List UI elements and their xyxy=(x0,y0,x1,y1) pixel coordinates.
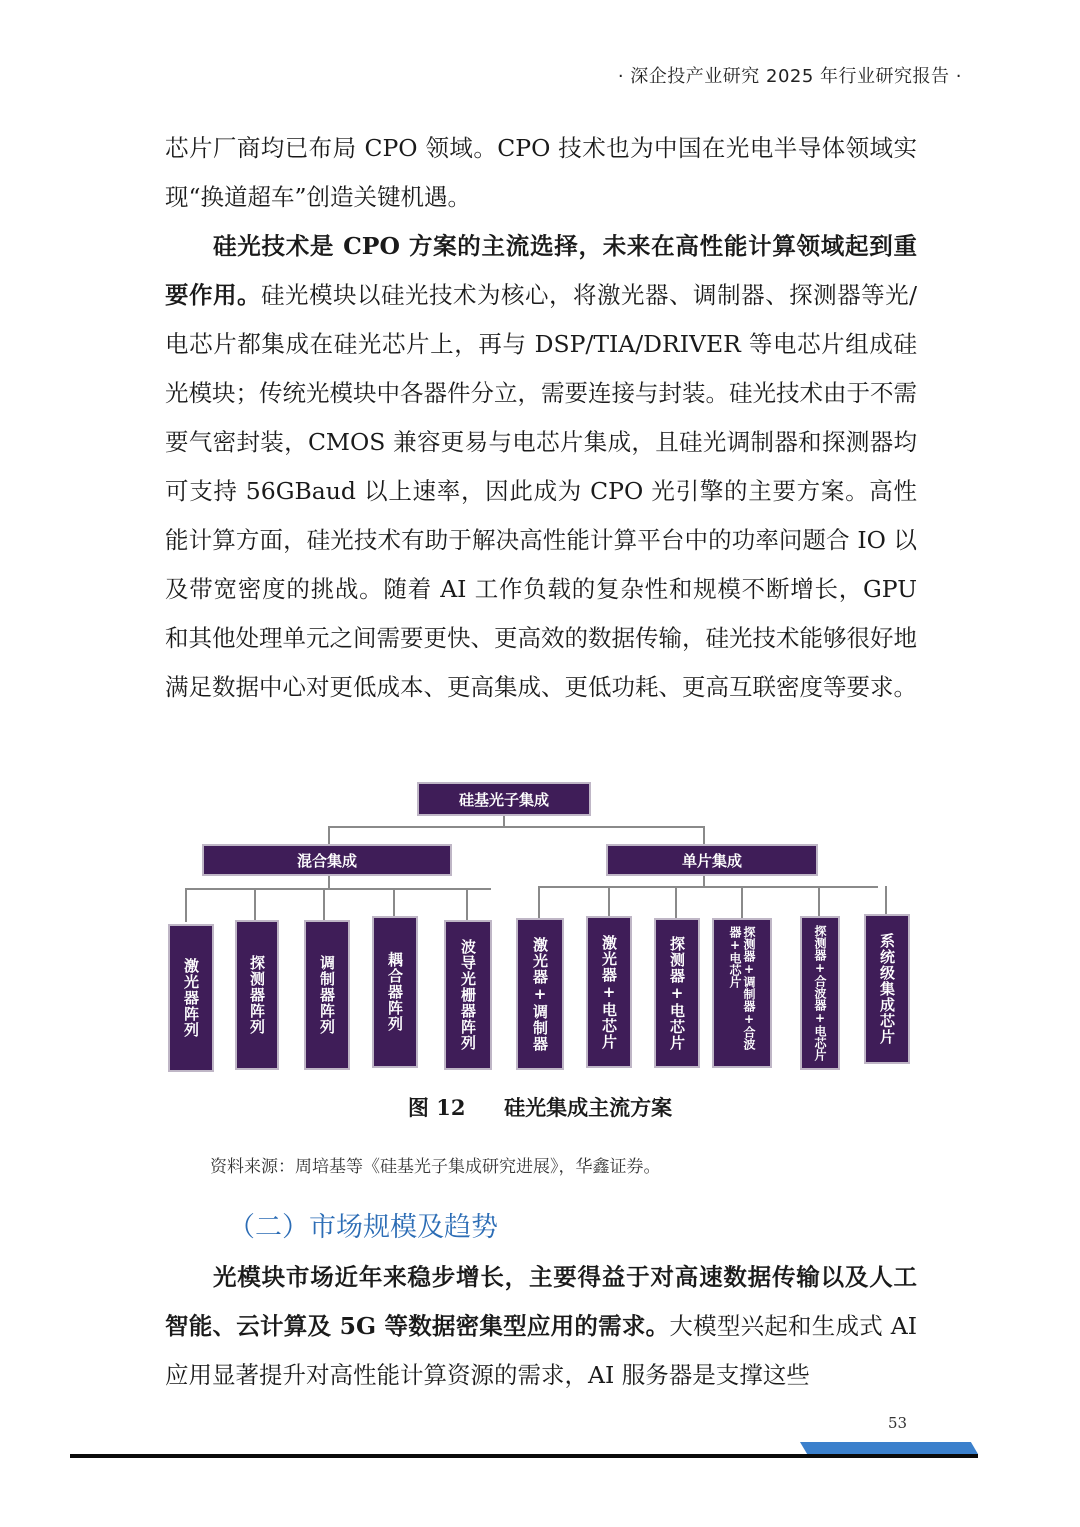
diagram-leaf-node: 探测器阵列 xyxy=(235,920,279,1070)
paragraph-1: 芯片厂商均已布局 CPO 领域。CPO 技术也为中国在光电半导体领域实现“换道超车”创造关键机遇。 xyxy=(165,134,917,211)
diagram-root-node: 硅基光子集成 xyxy=(417,782,591,816)
diagram-leaf-node: 耦合器阵列 xyxy=(372,916,418,1068)
paragraph-3 xyxy=(165,1253,917,1400)
paragraph-3-lead: 光模块市场近年来稳步增长，主要得益于对高速数据传输以及人工智能、云计算及 5G 等数据密集型应用的需求。 xyxy=(165,1263,917,1340)
running-header: · 深企投产业研究 2025 年行业研究报告 · xyxy=(617,66,962,87)
figure-title: 硅光集成主流方案 xyxy=(504,1095,673,1120)
paragraph-3-body: 大模型兴起和生成式 AI 应用显著提升对高性能计算资源的需求，AI 服务器是支撑这些 xyxy=(165,1312,917,1389)
footer-accent-bar xyxy=(800,1442,978,1454)
section-heading: （二）市场规模及趋势 xyxy=(228,1212,498,1243)
diagram-leaf-node: 系统级集成芯片 xyxy=(864,914,910,1064)
footer-rule xyxy=(70,1454,978,1458)
diagram-leaf-node: 探测器+电芯片 xyxy=(654,918,700,1068)
diagram-leaf-node: 激光器+电芯片 xyxy=(586,916,632,1068)
figure-source: 资料来源：周培基等《硅基光子集成研究进展》，华鑫证券。 xyxy=(210,1157,661,1177)
diagram-leaf-node: 调制器阵列 xyxy=(304,920,350,1070)
paragraph-2 xyxy=(165,222,917,712)
paragraph-2-body: 硅光模块以硅光技术为核心，将激光器、调制器、探测器等光/电芯片都集成在硅光芯片上，再与 DSP/TIA/DRIVER 等电芯片组成硅光模块；传统光模块中各器件分立，需要连接与封装。硅光技术由于不需要气密封装，CMOS 兼容更易与电芯片集成，且硅光调制器和探测器均可支持 56GBaud 以上速率，因此成为 CPO 光引擎的主要方案。高性能计算方面，硅光技术有助于解决高性能计算平台中的功率问题合 IO 以及带宽密度的挑战。随着 AI 工作负载的复杂性和规模不断增长，GPU 和其他处理单元之间需要更快、更高效的数据传输，硅光技术能够很好地满足数据中心对更低成本、更高集成、更低功耗、更高互联密度等要求。 xyxy=(165,281,918,701)
diagram-leaf-node: 激光器阵列 xyxy=(168,924,214,1072)
diagram-leaf-node: 激光器+调制器 xyxy=(516,918,564,1070)
figure-label: 图 12 xyxy=(407,1095,466,1120)
page-number: 53 xyxy=(888,1414,908,1432)
paragraph-2-lead: 硅光技术是 CPO 方案的主流选择，未来在高性能计算领域起到重要作用。 xyxy=(165,232,917,309)
diagram-leaf-node: 探测器+调制器+合波器+电芯片 xyxy=(712,918,772,1068)
silicon-photonics-integration-diagram xyxy=(160,780,920,1080)
diagram-leaf-node: 探测器+合波器+电芯片 xyxy=(800,916,840,1070)
figure-caption xyxy=(0,1092,1080,1122)
diagram-hybrid-integration-node: 混合集成 xyxy=(202,844,452,876)
diagram-leaf-node: 波导光栅器阵列 xyxy=(444,920,492,1070)
diagram-monolithic-integration-node: 单片集成 xyxy=(606,844,818,876)
